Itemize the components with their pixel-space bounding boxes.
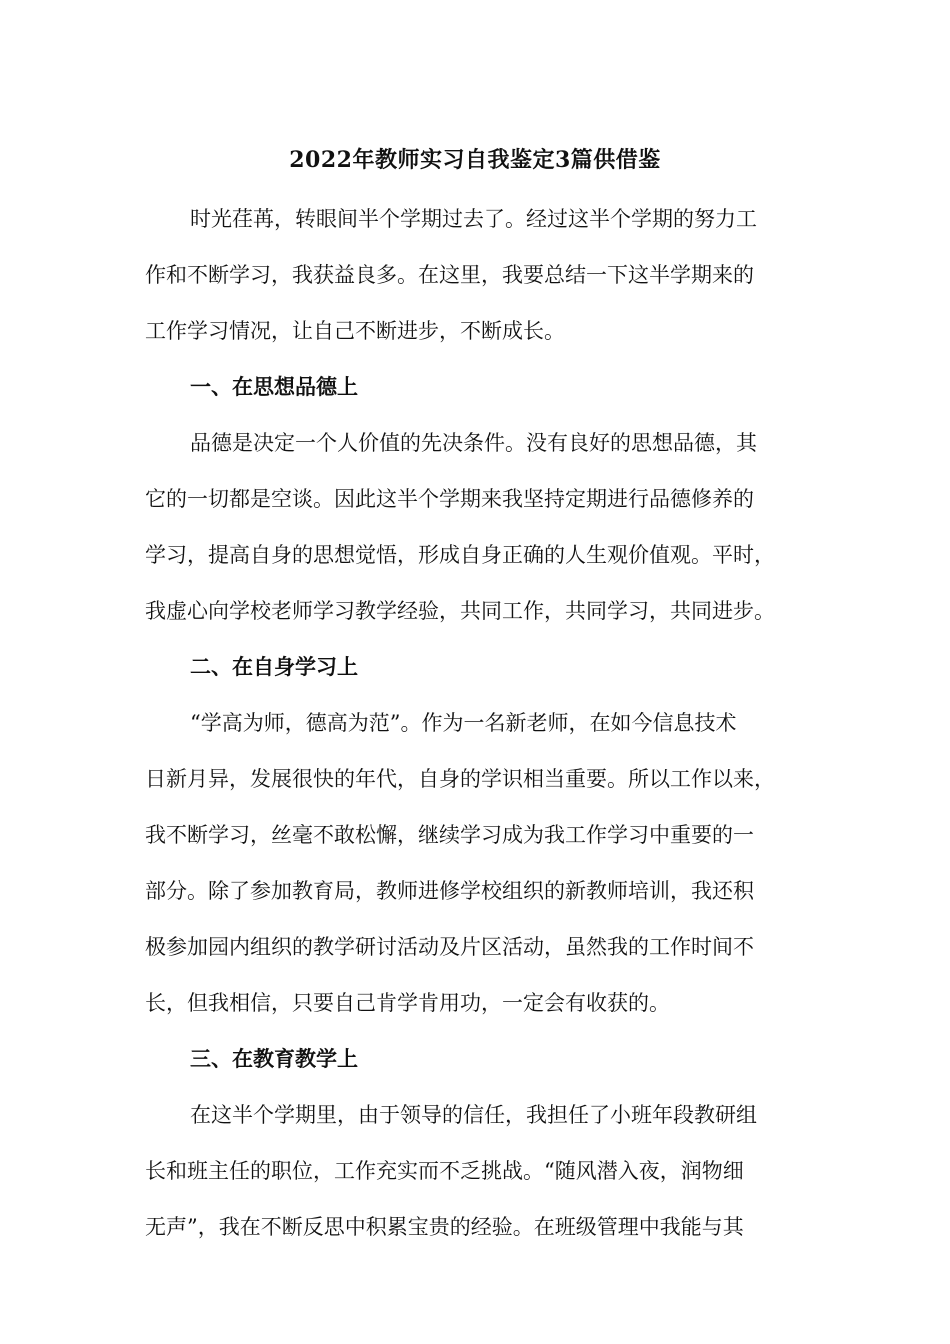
intro-line: 时光荏苒，转眼间半个学期过去了。经过这半个学期的努力工 (190, 207, 757, 231)
paragraph-line: 部分。除了参加教育局，教师进修学校组织的新教师培训，我还积 (145, 879, 754, 903)
paragraph-line: 在这半个学期里，由于领导的信任，我担任了小班年段教研组 (190, 1103, 757, 1127)
paragraph-line: 无声”，我在不断反思中积累宝贵的经验。在班级管理中我能与其 (145, 1215, 744, 1239)
paragraph-line: 它的一切都是空谈。因此这半个学期来我坚持定期进行品德修养的 (145, 487, 754, 511)
paragraph-line: 品德是决定一个人价值的先决条件。没有良好的思想品德，其 (190, 431, 757, 455)
paragraph-line: “学高为师，德高为范”。作为一名新老师，在如今信息技术 (190, 711, 737, 735)
paragraph-line: 长和班主任的职位，工作充实而不乏挑战。“随风潜入夜，润物细 (145, 1159, 744, 1183)
section-heading-3: 三、在教育教学上 (190, 1046, 358, 1071)
paragraph-line: 极参加园内组织的教学研讨活动及片区活动，虽然我的工作时间不 (145, 935, 754, 959)
paragraph-line: 长，但我相信，只要自己肯学肯用功，一定会有收获的。 (145, 991, 670, 1015)
document-title: 2022年教师实习自我鉴定3篇供借鉴 (289, 147, 661, 173)
intro-line: 作和不断学习，我获益良多。在这里，我要总结一下这半学期来的 (145, 263, 754, 287)
section-heading-2: 二、在自身学习上 (190, 654, 358, 679)
paragraph-line: 我不断学习，丝毫不敢松懈，继续学习成为我工作学习中重要的一 (145, 823, 754, 847)
paragraph-line: 我虚心向学校老师学习教学经验，共同工作，共同学习，共同进步。 (145, 599, 775, 623)
paragraph-line: 学习，提高自身的思想觉悟，形成自身正确的人生观价值观。平时， (145, 543, 775, 567)
paragraph-line: 日新月异，发展很快的年代，自身的学识相当重要。所以工作以来， (145, 767, 775, 791)
intro-line: 工作学习情况，让自己不断进步，不断成长。 (145, 319, 565, 343)
section-heading-1: 一、在思想品德上 (190, 374, 358, 399)
